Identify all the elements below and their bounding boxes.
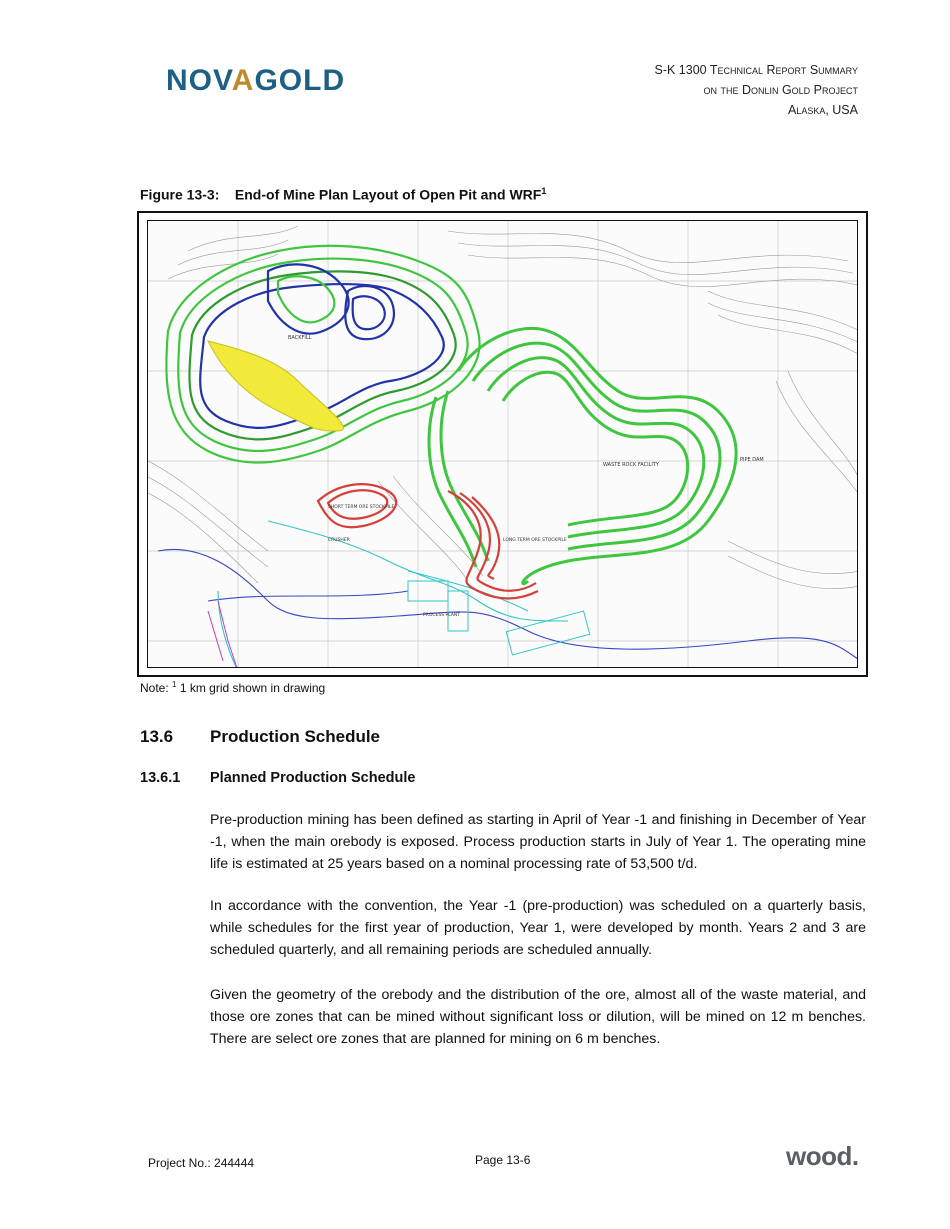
- report-location-line: Alaska, USA: [787, 103, 858, 117]
- label-backfill: BACKFILL: [288, 335, 312, 341]
- label-process-plant: PROCESS PLANT: [423, 613, 461, 618]
- note-label: Note:: [140, 681, 169, 695]
- paragraph-preproduction: Pre-production mining has been defined as starting in April of Year -1 and finishing in December of Year -1, when the main orebody is exposed. Process production starts in July of Year 1. The operating mine life is estimated at 25 years based on a nominal processing rate of 53,500 t/d.: [210, 812, 866, 872]
- figure-caption-text: Figure 13-3: End-of Mine Plan Layout of Open Pit and WRF: [140, 186, 542, 203]
- section-title: Production Schedule: [210, 727, 381, 746]
- haul-roads: [218, 521, 568, 668]
- paragraph-convention: In accordance with the convention, the Year -1 (pre-production) was scheduled on a quarterly basis, while schedules for the first year of production, Year 1, were developed by month. Years 2 and 3 are scheduled quarterly, and all remaining periods are scheduled annually.: [210, 898, 866, 958]
- backfill-area: [208, 341, 343, 431]
- note-text: 1 km grid shown in drawing: [179, 681, 326, 695]
- label-short-term-stockpile: SHORT TERM ORE STOCKPILE: [328, 505, 395, 510]
- project-number: Project No.: 244444: [148, 1156, 255, 1170]
- note-footnote: 1: [172, 680, 177, 689]
- label-waste-rock-facility: WASTE ROCK FACILITY: [603, 462, 659, 468]
- section-number: 13.6: [140, 727, 174, 746]
- wood-logo: wood.: [786, 1141, 859, 1171]
- mine-plan-map: [147, 220, 858, 668]
- map-grid: [148, 221, 858, 668]
- page-number: Page 13-6: [475, 1153, 531, 1167]
- figure-frame: [137, 211, 868, 677]
- mine-plan-svg: [148, 221, 858, 668]
- label-pipe-dam: PIPE DAM: [740, 457, 764, 463]
- access-road: [208, 601, 238, 668]
- novagold-logo-accent: A: [231, 64, 255, 97]
- subsection-title: Planned Production Schedule: [210, 770, 416, 786]
- novagold-logo: [166, 64, 345, 98]
- report-header: [655, 60, 859, 120]
- figure-note: [140, 680, 325, 695]
- paragraph-benches: Given the geometry of the orebody and the distribution of the ore, almost all of the waste material, and those ore zones that can be mined without significant loss or dilution, will be mined on 12 m benches. There are select ore zones that are planned for mining on 6 m benches.: [210, 987, 866, 1047]
- subsection-number: 13.6.1: [140, 770, 181, 786]
- figure-caption: [140, 186, 546, 203]
- report-project-line: on the Donlin Gold Project: [703, 83, 858, 97]
- topo-contours: [148, 226, 858, 589]
- report-title-line: S-K 1300 Technical Report Summary: [654, 63, 858, 77]
- label-long-term-stockpile: LONG TERM ORE STOCKPILE: [503, 538, 567, 543]
- label-crusher: CRUSHER: [328, 538, 350, 543]
- waste-rock-facility: [429, 328, 736, 583]
- figure-caption-footnote: 1: [541, 186, 547, 196]
- novagold-logo-text: NOVAGOLD: [166, 64, 346, 97]
